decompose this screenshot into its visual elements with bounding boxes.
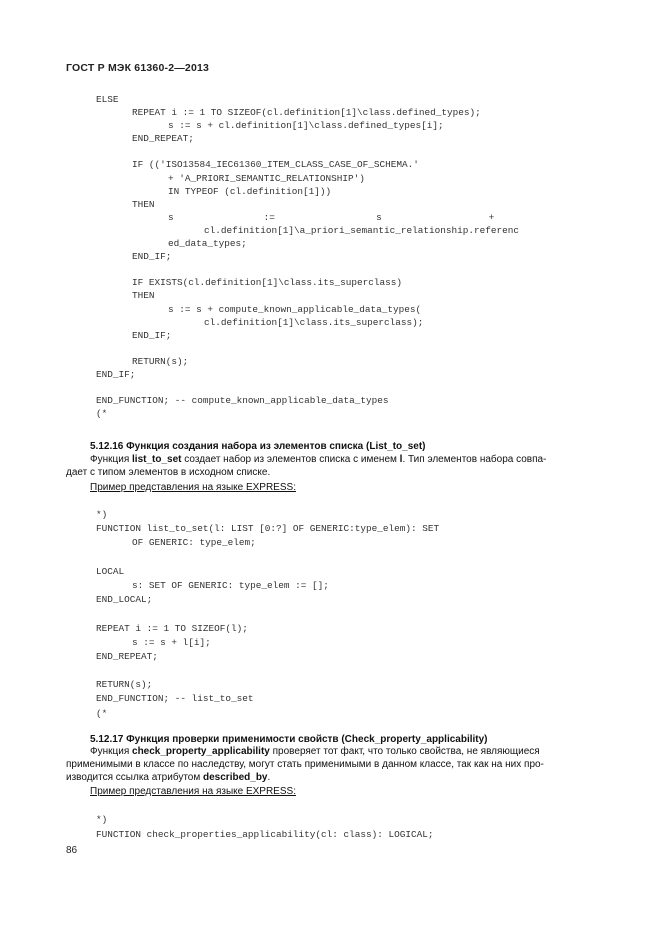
code-line: s := s + (168, 211, 495, 223)
code-line (96, 665, 439, 679)
section-paragraph-line-1 (90, 453, 546, 466)
code-line: THEN (132, 290, 155, 302)
code-line: s := s + l[i]; (132, 636, 211, 648)
code-line (96, 146, 519, 159)
code-line: (* (96, 408, 108, 420)
code-line (96, 382, 519, 395)
paragraph-text: . Тип элементов набора совпа- (402, 454, 547, 465)
page-number: 86 (66, 845, 78, 856)
code-line: END_IF; (132, 329, 172, 341)
code-line: THEN (132, 198, 155, 210)
section-heading-list-to-set: 5.12.16 Функция создания набора из элементов списка (List_to_set) (90, 441, 426, 452)
code-line: s: SET OF GENERIC: type_elem := []; (132, 579, 329, 591)
code-line: IF (('ISO13584_IEC61360_ITEM_CLASS_CASE_OF_SCHEMA.' (132, 159, 419, 171)
code-line: s := s + cl.definition[1]\class.defined_types[i]; (168, 120, 444, 132)
paragraph-text: Функция (90, 454, 133, 465)
code-line: LOCAL (96, 565, 125, 577)
section-paragraph-line-2: дает с типом элементов в исходном списке. (66, 467, 271, 478)
express-code-block-3 (96, 814, 434, 843)
attribute-name-described-by: described_by (203, 772, 268, 783)
code-line: cl.definition[1]\a_priori_semantic_relationship.referenc (204, 224, 520, 236)
example-label: Пример представления на языке EXPRESS: (90, 482, 296, 493)
code-line: + 'A_PRIORI_SEMANTIC_RELATIONSHIP') (168, 172, 365, 184)
code-line: RETURN(s); (132, 355, 189, 367)
code-line: IF EXISTS(cl.definition[1]\class.its_superclass) (132, 277, 403, 289)
code-line: IN TYPEOF (cl.definition[1])) (168, 185, 332, 197)
paragraph-text: Функция (90, 746, 133, 757)
code-line: s := s + compute_known_applicable_data_types( (168, 303, 422, 315)
code-line: END_REPEAT; (96, 650, 158, 662)
function-name-list-to-set: list_to_set (132, 454, 182, 465)
code-line: END_FUNCTION; -- compute_known_applicable_data_types (96, 395, 389, 407)
code-line: REPEAT i := 1 TO SIZEOF(l); (96, 622, 248, 634)
paragraph-text: создает набор из элементов списка с именем (181, 454, 400, 465)
example-label: Пример представления на языке EXPRESS: (90, 786, 296, 797)
code-line: END_FUNCTION; -- list_to_set (96, 693, 254, 705)
section-paragraph-line-1 (90, 745, 540, 758)
code-line: (* (96, 707, 108, 719)
parameter-name-l: l (399, 454, 403, 465)
code-line: FUNCTION list_to_set(l: LIST [0:?] OF GENERIC:type_elem): SET (96, 523, 440, 535)
function-name-check-property-applicability: check_property_applicability (132, 746, 270, 757)
code-line: ELSE (96, 94, 119, 105)
code-line (96, 343, 519, 356)
code-line: cl.definition[1]\class.its_superclass); (204, 316, 424, 328)
paragraph-text: проверяет тот факт, что только свойства, не являющиеся (269, 746, 540, 757)
code-line (96, 552, 439, 566)
code-line: REPEAT i := 1 TO SIZEOF(cl.definition[1]\class.defined_types); (132, 107, 481, 119)
section-heading-check-property-applicability: 5.12.17 Функция проверки применимости свойств (Check_property_applicability) (90, 734, 488, 745)
code-line: *) (96, 814, 108, 825)
code-line (96, 264, 519, 277)
code-line (96, 608, 439, 622)
code-line: FUNCTION check_properties_applicability(cl: class): LOGICAL; (96, 828, 434, 840)
paragraph-text: . (267, 772, 271, 783)
document-header: ГОСТ Р МЭК 61360-2—2013 (66, 62, 210, 74)
code-line: END_IF; (96, 368, 136, 380)
code-line: END_REPEAT; (132, 133, 194, 145)
section-paragraph-line-3 (66, 771, 270, 784)
paragraph-text: изводится ссылка атрибутом (66, 772, 204, 783)
code-line: OF GENERIC: type_elem; (132, 537, 256, 549)
code-line: RETURN(s); (96, 679, 153, 691)
code-line: END_LOCAL; (96, 594, 153, 606)
code-line: END_IF; (132, 251, 172, 263)
section-paragraph-line-2: применимыми в классе по наследству, могут стать применимыми в данном классе, так как на них про- (66, 759, 544, 770)
code-line: *) (96, 509, 108, 520)
code-line: ed_data_types; (168, 238, 247, 250)
express-code-block-2 (96, 509, 439, 722)
express-code-block-1 (96, 94, 519, 421)
